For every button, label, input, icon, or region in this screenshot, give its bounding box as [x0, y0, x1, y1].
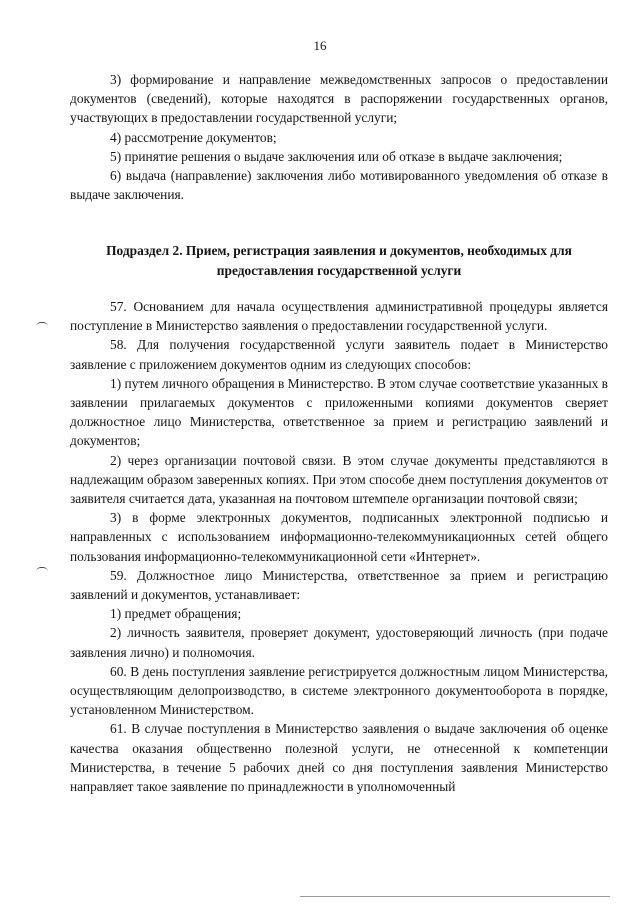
paragraph: 2) личность заявителя, проверяет документ, удостоверяющий личность (при подаче заявления лично) и полномочия.: [70, 625, 608, 660]
paragraph: 58. Для получения государственной услуги заявитель подает в Министерство заявление с приложением документов одним из следующих способов:: [70, 337, 608, 372]
paragraph: 6) выдача (направление) заключения либо мотивированного уведомления об отказе в выдаче заключения.: [70, 168, 608, 203]
paragraph: 2) через организации почтовой связи. В этом случае документы представляются в надлежащим образом заверенных копиях. При этом способе днем поступления документов от заявителя считается дата, указанная на почтовом штемпеле организации почтовой связи;: [70, 452, 608, 507]
top-paragraph-group: [70, 70, 608, 204]
paragraph: 4) рассмотрение документов;: [110, 129, 277, 145]
margin-scan-mark: [36, 322, 48, 327]
paragraph: 61. В случае поступления в Министерство заявления о выдаче заключения об оценке качества оказания общественно полезной услуги, не отнесенной к компетенции Министерства, в течение 5 рабочих дней со дня поступления заявления Министерство направляет такое заявление по принадлежности в уполномоченный: [70, 721, 608, 795]
section-heading: Подраздел 2. Прием, регистрация заявления и документов, необходимых для предоставления государственной услуги: [106, 243, 572, 278]
paragraph: 3) в форме электронных документов, подписанных электронной подписью и направленных с использованием информационно-телекоммуникационных сетей общего пользования информационно-телекоммуникационной сети «Интернет».: [70, 510, 608, 564]
paragraph: 1) предмет обращения;: [110, 606, 242, 622]
paragraph: 59. Должностное лицо Министерства, ответственное за прием и регистрацию заявлений и документов, устанавливает:: [70, 567, 608, 603]
paragraph: 5) принятие решения о выдаче заключения или об отказе в выдаче заключения;: [110, 148, 563, 164]
footer-rule: [300, 896, 610, 897]
main-paragraph-group: [70, 297, 608, 796]
margin-scan-mark: [36, 567, 48, 572]
page-number: 16: [313, 38, 327, 53]
paragraph: 60. В день поступления заявление регистрируется должностным лицом Министерства, осуществляющим делопроизводство, в системе электронного документооборота в порядке, установленном Министерством.: [70, 663, 608, 718]
paragraph: 3) формирование и направление межведомственных запросов о предоставлении документов (сведений), которые находятся в распоряжении государственных органов, участвующих в предоставлении государственной услуги;: [70, 72, 608, 126]
paragraph: 57. Основанием для начала осуществления административной процедуры является поступление в Министерство заявления о предоставлении государственной услуги.: [70, 299, 608, 334]
paragraph: 1) путем личного обращения в Министерство. В этом случае соответствие указанных в заявлении прилагаемых документов с приложенными копиями документов сверяет должностное лицо Министерства, ответственное за прием и регистрацию заявлений и документов;: [70, 375, 608, 449]
